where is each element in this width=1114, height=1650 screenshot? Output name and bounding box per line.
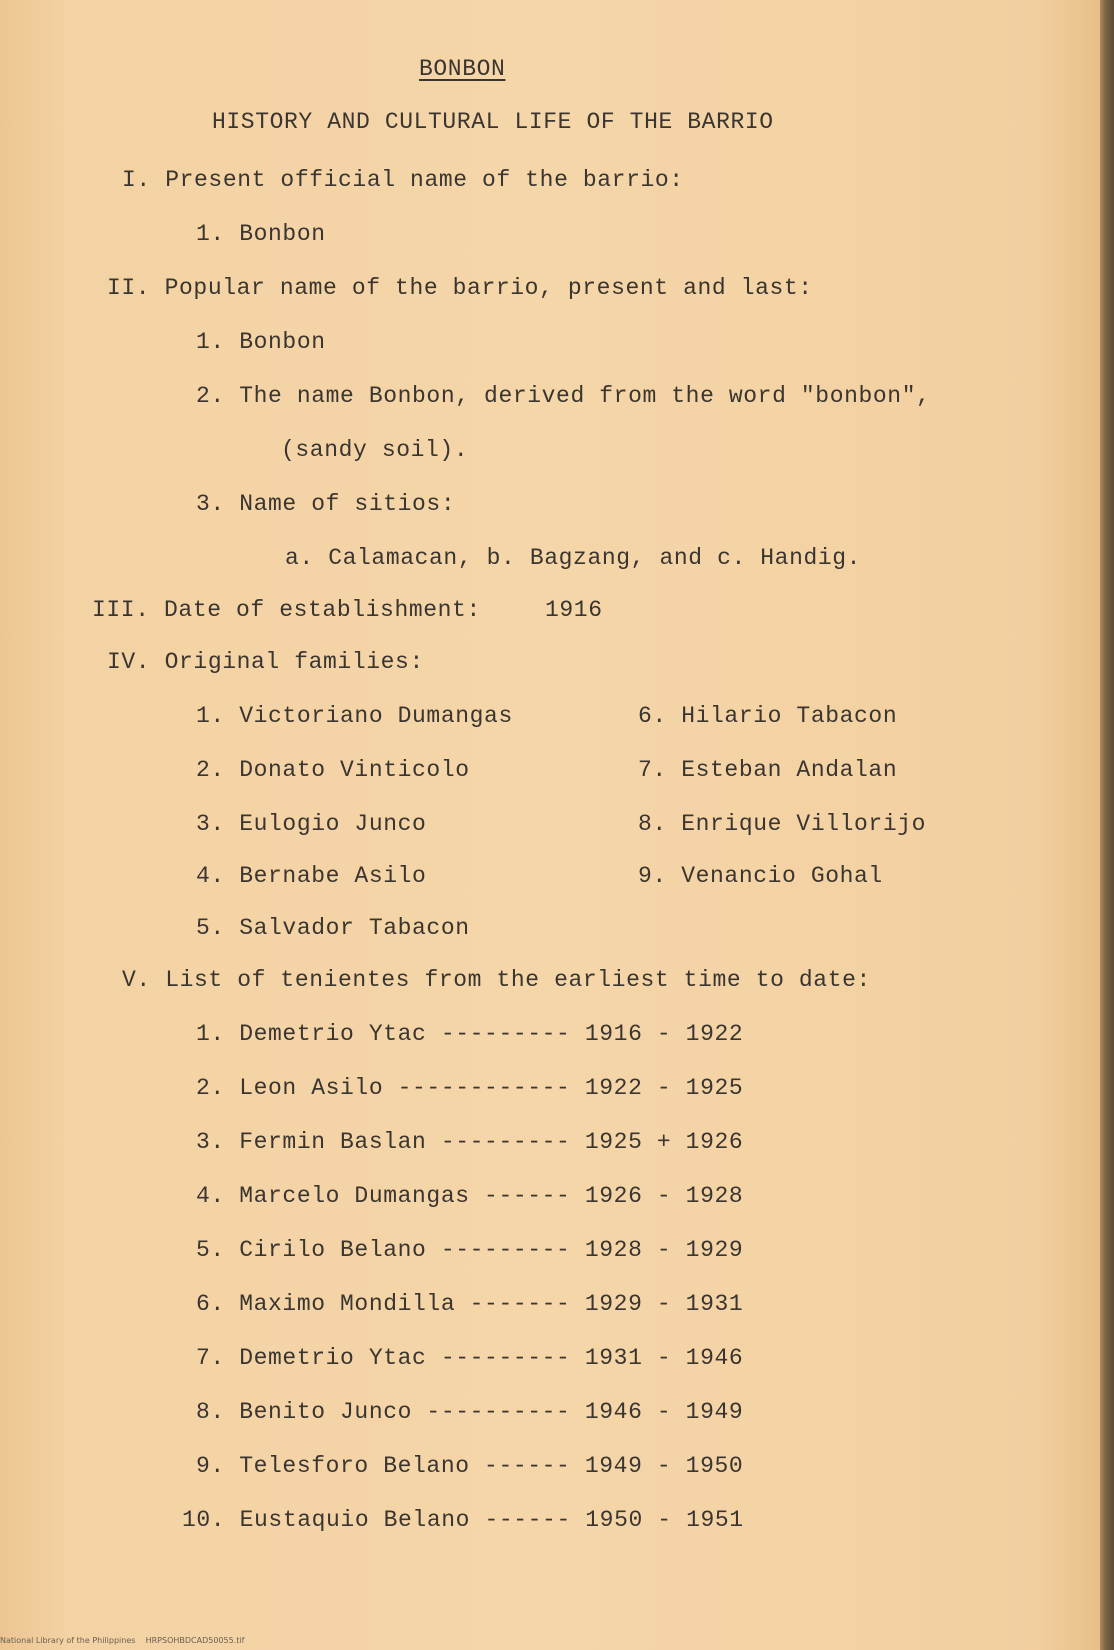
section-1-item: 1. Bonbon — [196, 221, 326, 247]
teniente-item: 5. Cirilo Belano --------- 1928 - 1929 — [196, 1237, 744, 1263]
family-item: 6. Hilario Tabacon — [638, 703, 898, 729]
teniente-item: 10. Eustaquio Belano ------ 1950 - 1951 — [182, 1507, 744, 1533]
document-subtitle: HISTORY AND CULTURAL LIFE OF THE BARRIO — [212, 109, 774, 135]
family-item: 1. Victoriano Dumangas — [196, 703, 513, 729]
section-4-heading: IV. Original families: — [107, 649, 424, 675]
family-item: 2. Donato Vinticolo — [196, 757, 470, 783]
family-item: 7. Esteban Andalan — [638, 757, 898, 783]
section-2-item-1: 1. Bonbon — [196, 329, 326, 355]
teniente-item: 4. Marcelo Dumangas ------ 1926 - 1928 — [196, 1183, 744, 1209]
teniente-item: 7. Demetrio Ytac --------- 1931 - 1946 — [196, 1345, 744, 1371]
section-2-sitios: a. Calamacan, b. Bagzang, and c. Handig. — [285, 545, 862, 571]
section-2-item-2-cont: (sandy soil). — [281, 437, 469, 463]
family-item: 4. Bernabe Asilo — [196, 863, 427, 889]
section-3-year: 1916 — [545, 597, 603, 623]
section-2-item-2: 2. The name Bonbon, derived from the word "bonbon", — [196, 383, 931, 409]
section-1-heading: I. Present official name of the barrio: — [122, 167, 684, 193]
section-3-heading: III. Date of establishment: — [92, 597, 481, 623]
family-item: 3. Eulogio Junco — [196, 811, 427, 837]
teniente-item: 9. Telesforo Belano ------ 1949 - 1950 — [196, 1453, 744, 1479]
family-item: 9. Venancio Gohal — [638, 863, 883, 889]
teniente-item: 1. Demetrio Ytac --------- 1916 - 1922 — [196, 1021, 744, 1047]
teniente-item: 3. Fermin Baslan --------- 1925 + 1926 — [196, 1129, 744, 1155]
family-item: 5. Salvador Tabacon — [196, 915, 470, 941]
scan-footer: National Library of the Philippines HRPSOHBDCAD50055.tif — [0, 1636, 245, 1645]
teniente-item: 8. Benito Junco ---------- 1946 - 1949 — [196, 1399, 744, 1425]
section-2-item-3: 3. Name of sitios: — [196, 491, 456, 517]
teniente-item: 6. Maximo Mondilla ------- 1929 - 1931 — [196, 1291, 744, 1317]
section-2-heading: II. Popular name of the barrio, present and last: — [107, 275, 813, 301]
section-5-heading: V. List of tenientes from the earliest time to date: — [122, 967, 871, 993]
teniente-item: 2. Leon Asilo ------------ 1922 - 1925 — [196, 1075, 744, 1101]
document-title: BONBON — [419, 56, 506, 82]
binding-edge — [1100, 0, 1114, 1650]
family-item: 8. Enrique Villorijo — [638, 811, 927, 837]
